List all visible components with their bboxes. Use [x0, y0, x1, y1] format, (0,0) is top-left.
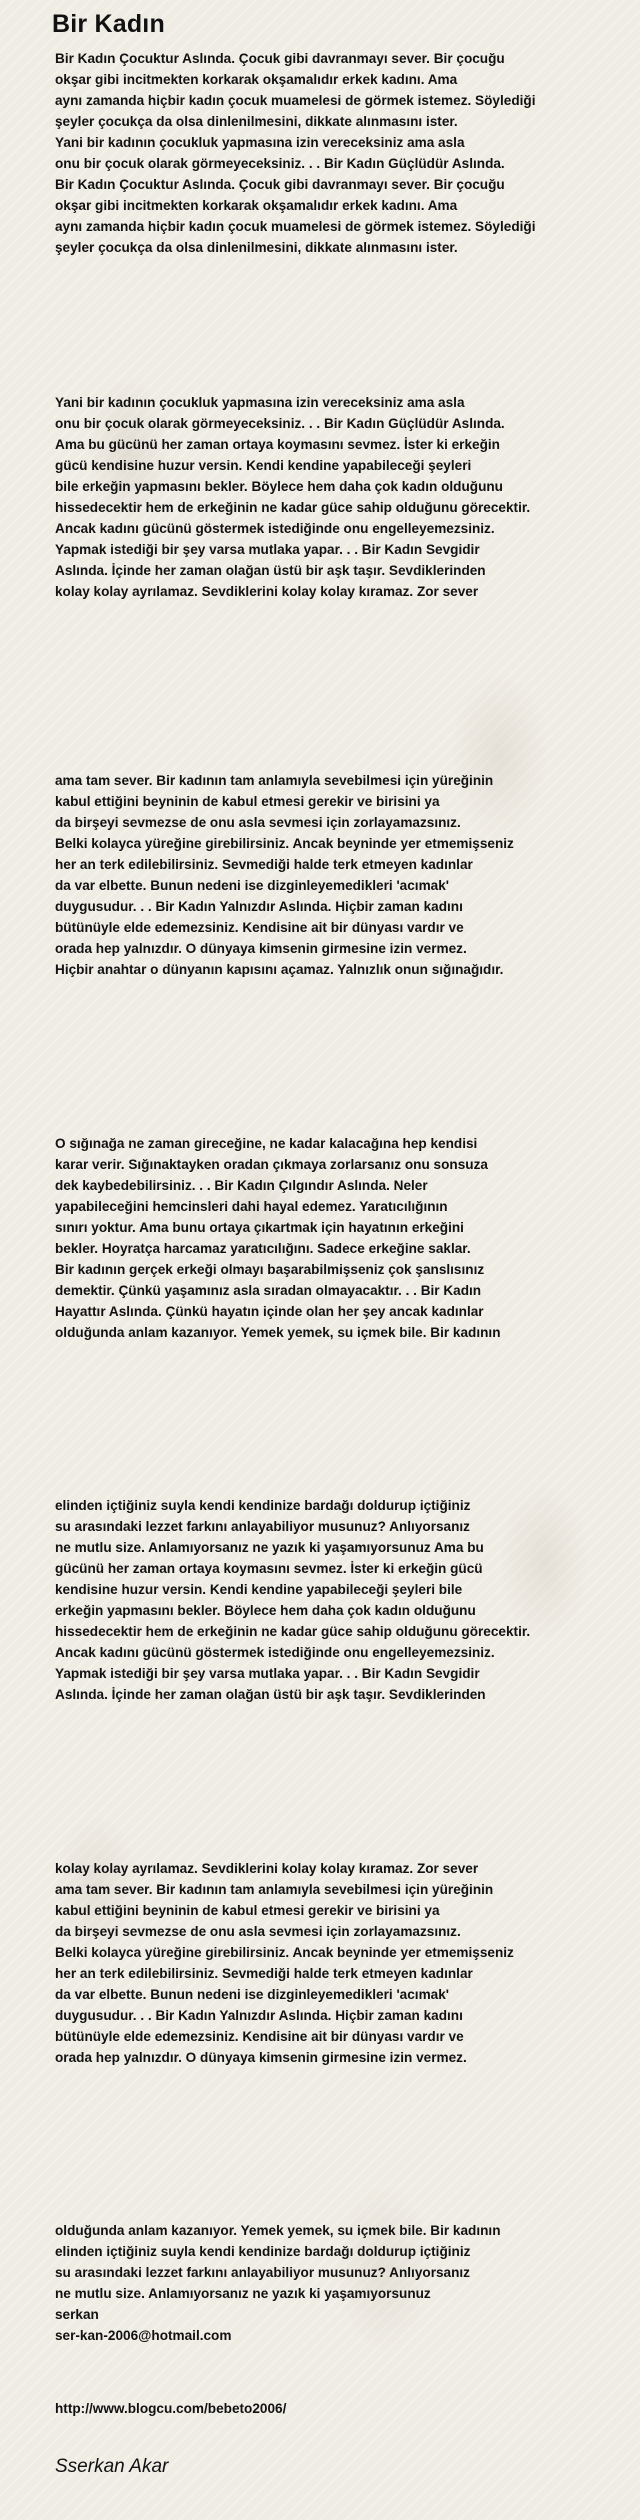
poem-stanza-1: Bir Kadın Çocuktur Aslında. Çocuk gibi davranmayı sever. Bir çocuğu okşar gibi incitmekten korkarak okşamalıdır erkek kadını. Ama aynı zamanda hiçbir kadın çocuk muamelesi de görmek istemez. Söylediği şeyler çocukça da olsa dinlenilmesini, dikkate alınmasını ister. Yani bir kadının çocukluk yapmasına izin vereceksiniz ama asla onu bir çocuk olarak görmeyeceksiniz. . . Bir Kadın Güçlüdür Aslında. Bir Kadın Çocuktur Aslında. Çocuk gibi davranmayı sever. Bir çocuğu okşar gibi incitmekten korkarak okşamalıdır erkek kadını. Ama aynı zamanda hiçbir kadın çocuk muamelesi de görmek istemez. Söylediği şeyler çocukça da olsa dinlenilmesini, dikkate alınmasını ister. — [55, 51, 536, 255]
poem-stanza-4: O sığınağa ne zaman gireceğine, ne kadar kalacağına hep kendisi karar verir. Sığınaktayken oradan çıkmaya zorlarsanız onu sonsuza dek kaybedebilirsiniz. . . Bir Kadın Çılgındır Aslında. Neler yapabileceğini hemcinsleri dahi hayal edemez. Yaratıcılığının sınırı yoktur. Ama bunu ortaya çıkartmak için hayatının erkeğini bekler. Hoyratça harcamaz yaratıcılığını. Sadece erkeğine saklar. Bir kadının gerçek erkeği olmayı başarabilmişseniz çok şanslısınız demektir. Çünkü yaşamınız asla sıradan olmayacaktır. . . Bir Kadın Hayattır Aslında. Çünkü hayatın içinde olan her şey ancak kadınlar olduğunda anlam kazanıyor. Yemek yemek, su içmek bile. Bir kadının — [55, 1136, 501, 1340]
poem-stanza-3: ama tam sever. Bir kadının tam anlamıyla sevebilmesi için yüreğinin kabul ettiğini beyninin de kabul etmesi gerekir ve birisini ya da birşeyi sevmezse de onu asla sevmesi için zorlayamazsınız. Belki kolayca yüreğine girebilirsiniz. Ancak beyninde yer etmemişseniz her an terk edilebilirsiniz. Sevmediği halde terk etmeyen kadınlar da var elbette. Bunun nedeni ise dizginleyemedikleri 'acımak' duygusudur. . . Bir Kadın Yalnızdır Aslında. Hiçbir zaman kadını bütünüyle elde edemezsiniz. Kendisine ait bir dünyası vardır ve orada hep yalnızdır. O dünyaya kimsenin girmesine izin vermez. Hiçbir anahtar o dünyanın kapısını açamaz. Yalnızlık onun sığınağıdır. — [55, 773, 514, 977]
poem-stanza-2: Yani bir kadının çocukluk yapmasına izin vereceksiniz ama asla onu bir çocuk olarak görmeyeceksiniz. . . Bir Kadın Güçlüdür Aslında. Ama bu gücünü her zaman ortaya koymasını sevmez. İster ki erkeğin gücü kendisine huzur versin. Kendi kendine yapabileceği şeyleri bile erkeğin yapmasını bekler. Böylece hem daha çok kadın olduğunu hissedecektir hem de erkeğinin ne kadar güce sahip olduğunu görecektir. Ancak kadını gücünü göstermek istediğinde onu engelleyemezsiniz. Yapmak istediği bir şey varsa mutlaka yapar. . . Bir Kadın Sevgidir Aslında. İçinde her zaman olağan üstü bir aşk taşır. Sevdiklerinden kolay kolay ayrılamaz. Sevdiklerini kolay kolay kıramaz. Zor sever — [55, 395, 531, 599]
poem-stanza-7: olduğunda anlam kazanıyor. Yemek yemek, su içmek bile. Bir kadının elinden içtiğiniz suyla kendi kendinize bardağı doldurup içtiğiniz su arasındaki lezzet farkını anlayabiliyor musunuz? Anlıyorsanız ne mutlu size. Anlamıyorsanız ne yazık ki yaşamıyorsunuz serkan ser-kan-2006@hotmail.com — [55, 2223, 501, 2343]
poem-title: Bir Kadın — [52, 10, 165, 38]
blog-url-link[interactable]: http://www.blogcu.com/bebeto2006/ — [55, 2401, 287, 2416]
author-name: Sserkan Akar — [55, 2456, 169, 2477]
poem-stanza-6: kolay kolay ayrılamaz. Sevdiklerini kolay kolay kıramaz. Zor sever ama tam sever. Bir kadının tam anlamıyla sevebilmesi için yüreğinin kabul ettiğini beyninin de kabul etmesi gerekir ve birisini ya da birşeyi sevmezse de onu asla sevmesi için zorlayamazsınız. Belki kolayca yüreğine girebilirsiniz. Ancak beyninde yer etmemişseniz her an terk edilebilirsiniz. Sevmediği halde terk etmeyen kadınlar da var elbette. Bunun nedeni ise dizginleyemedikleri 'acımak' duygusudur. . . Bir Kadın Yalnızdır Aslında. Hiçbir zaman kadını bütünüyle elde edemezsiniz. Kendisine ait bir dünyası vardır ve orada hep yalnızdır. O dünyaya kimsenin girmesine izin vermez. — [55, 1861, 514, 2065]
poem-stanza-5: elinden içtiğiniz suyla kendi kendinize bardağı doldurup içtiğiniz su arasındaki lezzet farkını anlayabiliyor musunuz? Anlıyorsanız ne mutlu size. Anlamıyorsanız ne yazık ki yaşamıyorsunuz Ama bu gücünü her zaman ortaya koymasını sevmez. İster ki erkeğin gücü kendisine huzur versin. Kendi kendine yapabileceği şeyleri bile erkeğin yapmasını bekler. Böylece hem daha çok kadın olduğunu hissedecektir hem de erkeğinin ne kadar güce sahip olduğunu görecektir. Ancak kadını gücünü göstermek istediğinde onu engelleyemezsiniz. Yapmak istediği bir şey varsa mutlaka yapar. . . Bir Kadın Sevgidir Aslında. İçinde her zaman olağan üstü bir aşk taşır. Sevdiklerinden — [55, 1498, 531, 1702]
